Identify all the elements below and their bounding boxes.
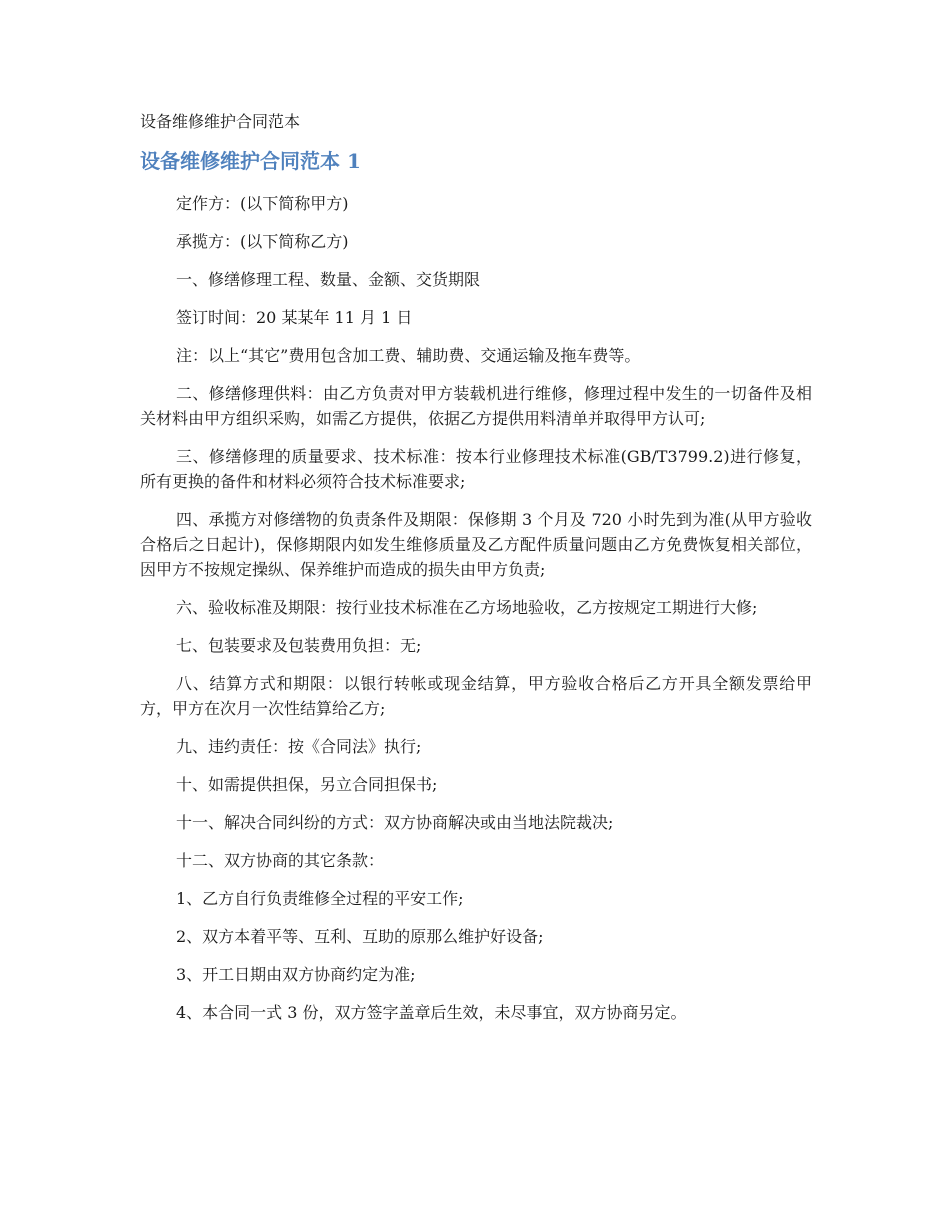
paragraph-clause-4: 四、承揽方对修缮物的负责条件及期限：保修期 3 个月及 720 小时先到为准(从甲方验收合格后之日起计)，保修期限内如发生维修质量及乙方配件质量问题由乙方免费恢复相关部位，因甲方不按规定操纵、保养维护而造成的损失由甲方负责; [140,510,812,579]
document-body [140,191,812,1038]
paragraph-party-b: 承揽方：(以下简称乙方) [176,232,349,251]
paragraph-item-1: 1、乙方自行负责维修全过程的平安工作; [176,889,464,908]
paragraph-clause-1: 一、修缮修理工程、数量、金额、交货期限 [176,270,481,289]
paragraph-clause-2: 二、修缮修理供料：由乙方负责对甲方装载机进行维修，修理过程中发生的一切备件及相关材料由甲方组织采购，如需乙方提供，依据乙方提供用料清单并取得甲方认可; [140,384,812,428]
document-title: 设备维修维护合同范本 [140,112,301,131]
paragraph-clause-7: 七、包装要求及包装费用负担：无; [176,636,422,655]
paragraph-clause-8: 八、结算方式和期限：以银行转帐或现金结算，甲方验收合格后乙方开具全额发票给甲方，甲方在次月一次性结算给乙方; [140,674,812,718]
paragraph-item-3: 3、开工日期由双方协商约定为准; [176,965,416,984]
paragraph-clause-3: 三、修缮修理的质量要求、技术标准：按本行业修理技术标准(GB/T3799.2)进行修复，所有更换的备件和材料必须符合技术标准要求; [140,447,812,491]
paragraph-clause-10: 十、如需提供担保，另立合同担保书; [176,775,438,794]
paragraph-note: 注：以上“其它”费用包含加工费、辅助费、交通运输及拖车费等。 [176,346,641,365]
paragraph-sign-date: 签订时间：20 某某年 11 月 1 日 [176,308,413,327]
paragraph-clause-9: 九、违约责任：按《合同法》执行; [176,737,422,756]
paragraph-clause-11: 十一、解决合同纠纷的方式：双方协商解决或由当地法院裁决; [176,813,614,832]
paragraph-party-a: 定作方：(以下简称甲方) [176,194,349,213]
paragraph-item-2: 2、双方本着平等、互利、互助的原那么维护好设备; [176,927,544,946]
paragraph-clause-6: 六、验收标准及期限：按行业技术标准在乙方场地验收，乙方按规定工期进行大修; [176,598,758,617]
paragraph-item-4: 4、本合同一式 3 份，双方签字盖章后生效，未尽事宜，双方协商另定。 [176,1003,687,1022]
paragraph-clause-12: 十二、双方协商的其它条款： [176,851,385,870]
section-heading: 设备维修维护合同范本 1 [140,149,361,173]
